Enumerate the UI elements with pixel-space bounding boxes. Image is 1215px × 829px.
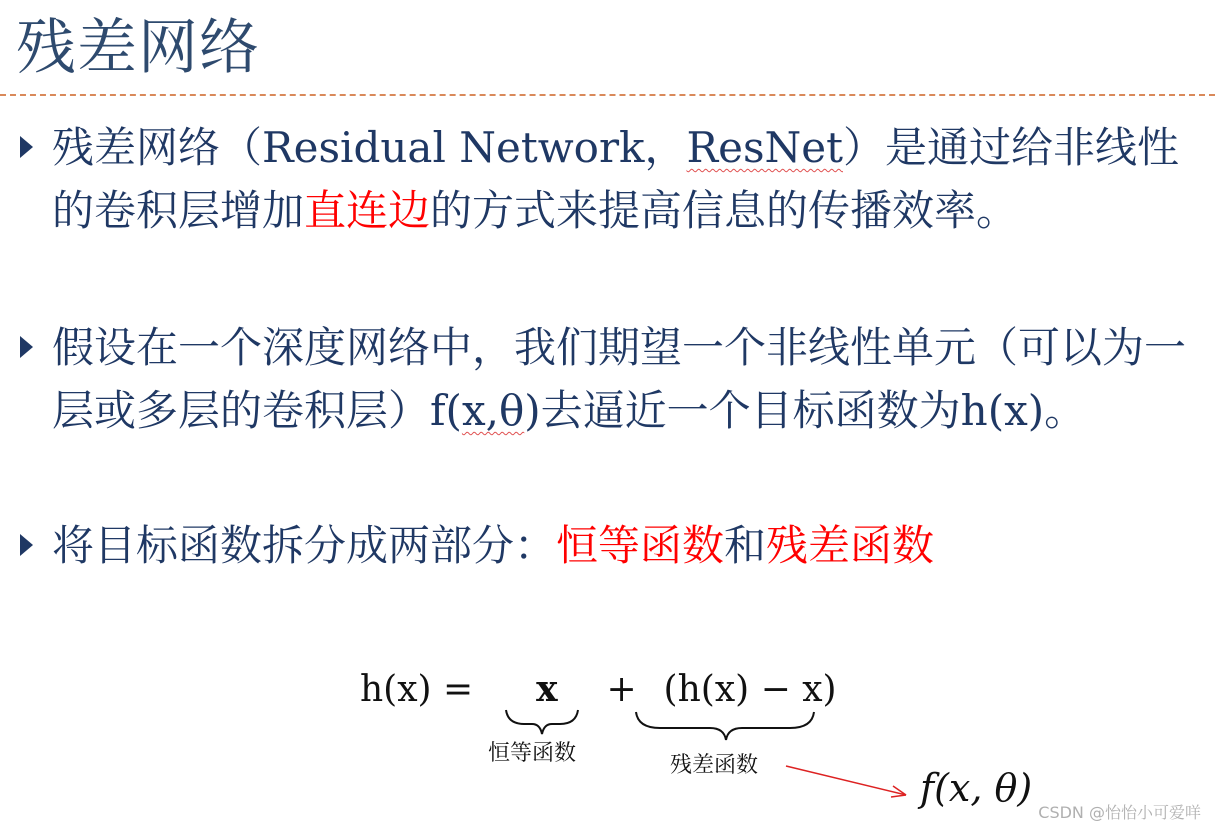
bullet-1-part-4: 直连边 — [304, 186, 431, 235]
residual-underbrace — [636, 712, 814, 740]
residual-arrow — [786, 766, 906, 795]
bullet-3-part-2: 恒等函数 — [556, 521, 725, 570]
bullet-1-part-2: ResNet — [686, 123, 843, 172]
bullet-2-part-3: )去逼近一个目标函数为h(x)。 — [524, 386, 1087, 435]
bullet-3-part-4: 残差函数 — [766, 521, 935, 570]
bullet-3-part-3: 和 — [724, 521, 767, 570]
watermark: CSDN @怡怡小可爱咩 — [1038, 803, 1201, 822]
bullet-1-part-5: 的方式来提高信息的传播效率。 — [430, 186, 1019, 235]
residual-label: 残差函数 — [670, 753, 759, 778]
formula-residual-term: (h(x) − x) — [663, 669, 837, 710]
formula-identity-term: x — [536, 668, 558, 710]
identity-underbrace — [506, 710, 578, 734]
bullet-3-part-1: 将目标函数拆分成两部分： — [52, 521, 557, 570]
f-label: f(x, θ) — [920, 766, 1033, 810]
bullet-1-part-3: ）是通过给非线性的卷积层增加 — [52, 123, 1180, 235]
formula-lhs: h(x) = — [360, 669, 474, 710]
bullet-2-part-1: 假设在一个深度网络中，我们期望一个非线性单元（可以为一层或多层的卷积层）f( — [52, 323, 1187, 435]
identity-label: 恒等函数 — [488, 741, 577, 766]
formula-plus: + — [606, 669, 637, 710]
bullet-2-part-2: x,θ — [461, 386, 525, 435]
bullet-1-part-1: 残差网络（Residual Network， — [52, 123, 687, 172]
slide-title: 残差网络 — [16, 13, 260, 83]
